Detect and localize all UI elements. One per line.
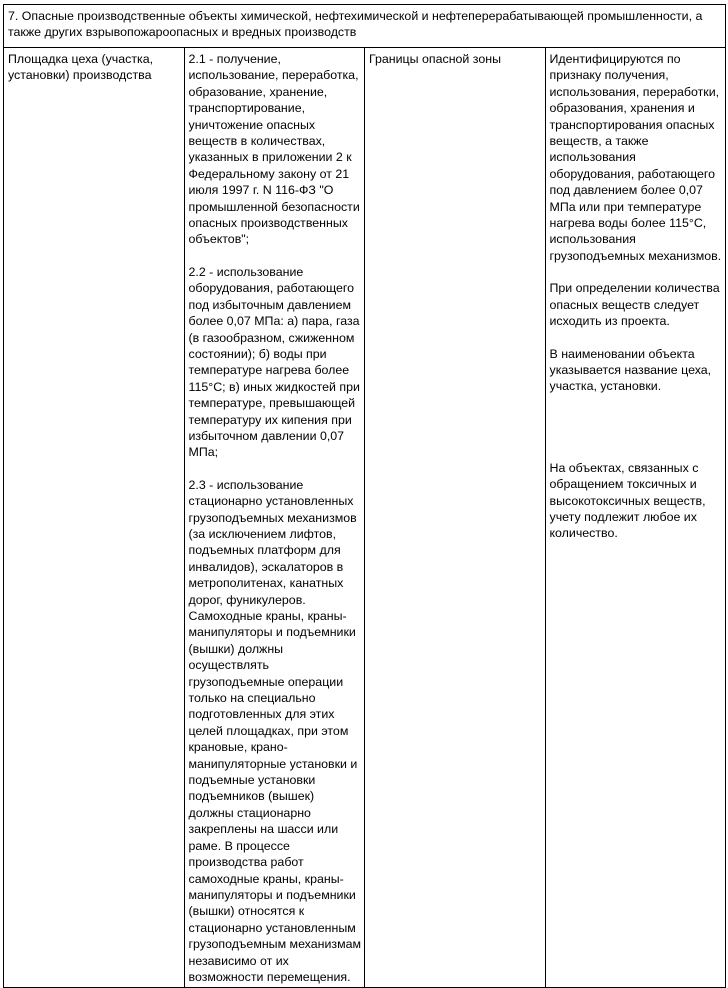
object-type-cell bbox=[4, 48, 185, 988]
note-quantity: При определении количества опасных веществ следует исходить из проекта. bbox=[549, 281, 720, 329]
note-identification: Идентифицируются по признаку получения, использования, переработки, образования, хранения и транспортирования опасных веществ, а также использования оборудования, работающего под давлением более 0,07 МПа или при температуре нагрева воды более 115°С, использования грузоподъемных механизмов. bbox=[549, 52, 722, 263]
boundary-cell bbox=[365, 48, 546, 988]
boundary-text: Границы опасной зоны bbox=[369, 52, 501, 66]
section-title: 7. Опасные производственные объекты химической, нефтехимической и нефтеперерабатывающей промышленности, а также других взрывопожароопасных и вредных производств bbox=[4, 5, 726, 48]
criteria-cell bbox=[184, 48, 365, 988]
criterion-2-2: 2.2 - использование оборудования, работающего под избыточным давлением более 0,07 МПа: а) пара, газа (в газообразном, сжиженном состоянии); б) воды при температуре нагрева более 115°С; в) иных жидкостей при температуре, превышающей температуру их кипения при избыточном давлении 0,07 МПа; bbox=[188, 264, 360, 460]
object-type-text: Площадка цеха (участка, установки) производства bbox=[8, 52, 154, 83]
table-row bbox=[4, 48, 726, 988]
note-toxic: На объектах, связанных с обращением токсичных и высокотоксичных веществ, учету подлежит любое их количество. bbox=[549, 460, 706, 541]
hazard-objects-table bbox=[3, 4, 726, 988]
note-naming: В наименовании объекта указывается название цеха, участка, установки. bbox=[549, 346, 712, 394]
notes-cell bbox=[545, 48, 726, 988]
section-header-row bbox=[4, 5, 726, 48]
criterion-2-1: 2.1 - получение, использование, переработка, образование, хранение, транспортирование, уничтожение опасных веществ в количествах, указанных в приложении 2 к Федеральному закону от 21 июля 1997 г. N 116-ФЗ "О промышленной безопасности опасных производственных объектов"; bbox=[188, 52, 360, 247]
criterion-2-3: 2.3 - использование стационарно установленных грузоподъемных механизмов (за исключением лифтов, подъемных платформ для инвалидов), эскалаторов в метрополитенах, канатных дорог, фуникулеров. Самоходные краны, краны-манипуляторы и подъемники (вышки) должны осуществлять грузоподъемные операции только на специально подготовленных для этих целей площадках, при этом крановые, крано-манипуляторные установки и подъемные установки подъемников (вышек) должны стационарно закреплены на шасси или раме. В процессе производства работ самоходные краны, краны-манипуляторы и подъемники (вышки) относятся к стационарно установленным грузоподъемным механизмам независимо от их возможности перемещения. bbox=[188, 477, 362, 984]
